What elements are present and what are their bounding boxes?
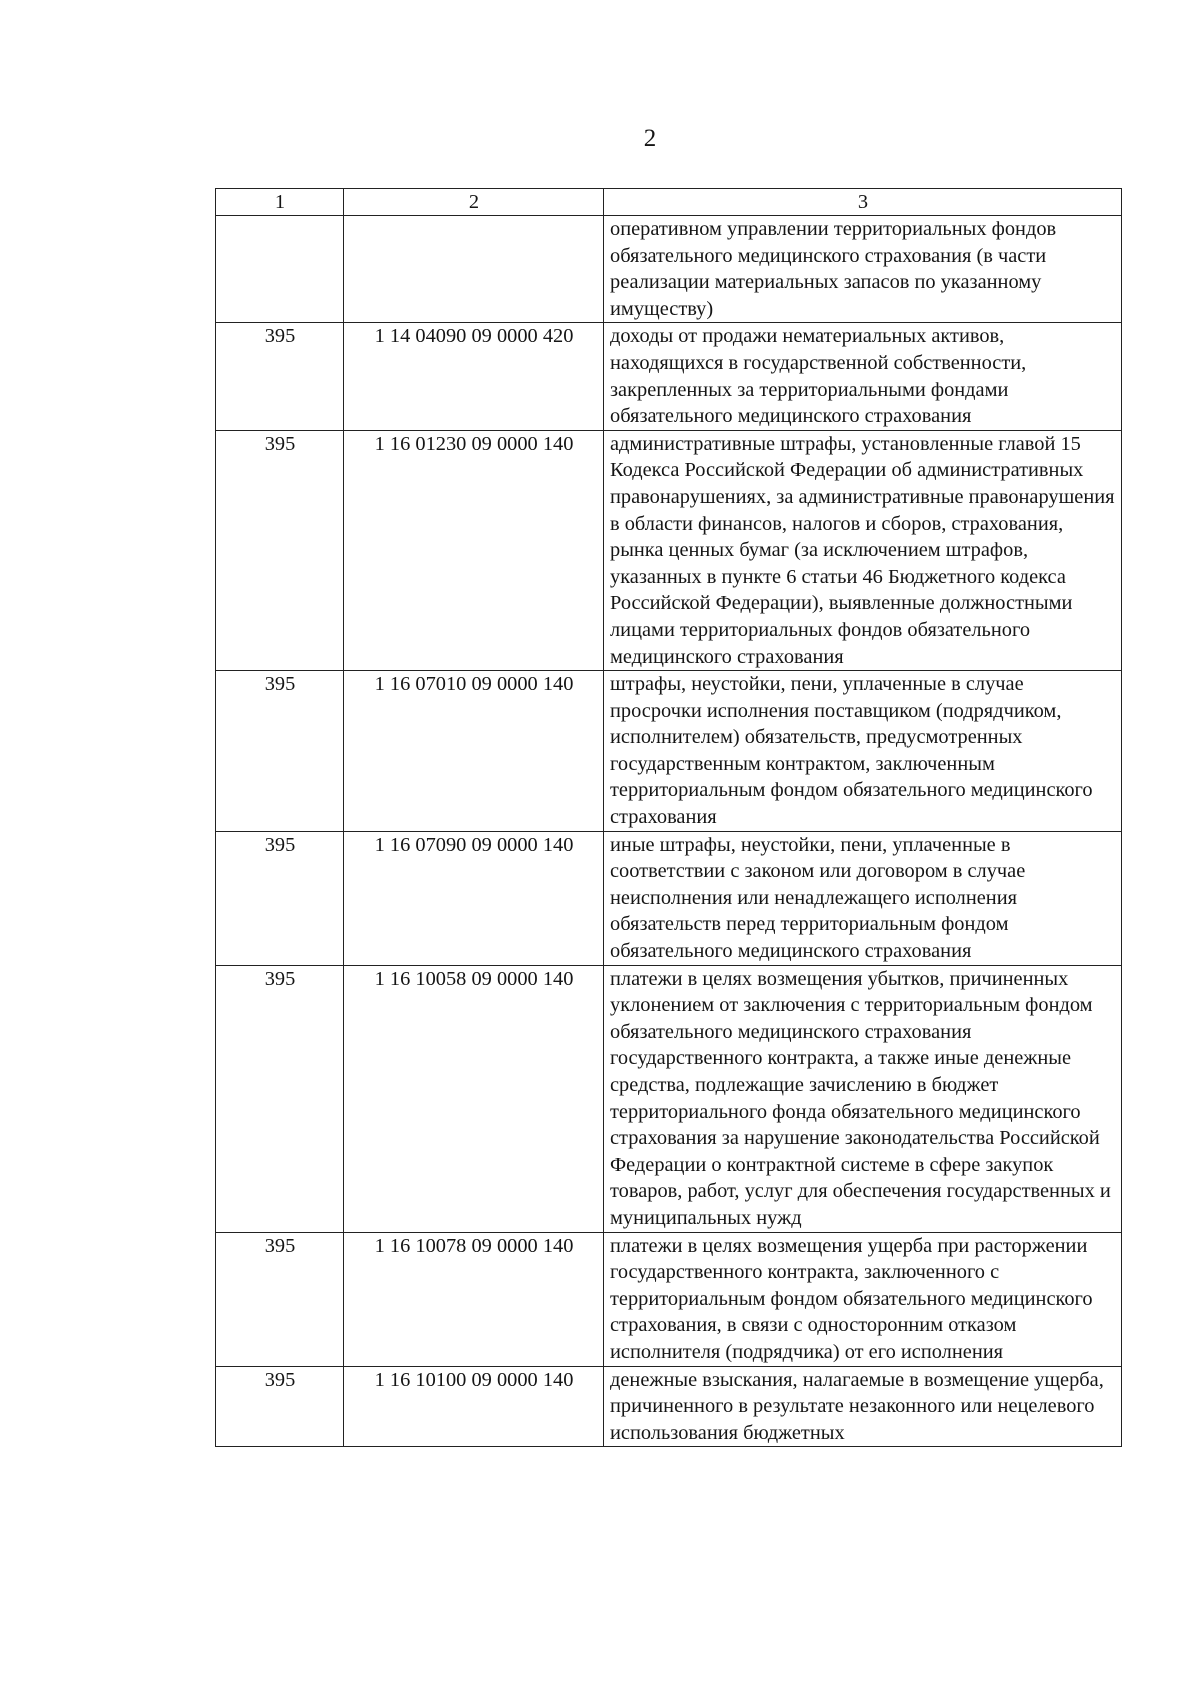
description-cell: оперативном управлении территориальных фондов обязательного медицинского страхования (в части реализации материальных запасов по указанному имуществу) xyxy=(604,216,1122,323)
admin-code-cell: 395 xyxy=(216,831,344,965)
description-cell: штрафы, неустойки, пени, уплаченные в случае просрочки исполнения поставщиком (подрядчиком, исполнителем) обязательств, предусмотренных государственным контрактом, заключенным территориальным фондом обязательного медицинского страхования xyxy=(604,671,1122,832)
admin-code-cell xyxy=(216,216,344,323)
description-cell: доходы от продажи нематериальных активов, находящихся в государственной собственности, закрепленных за территориальными фондами обязательного медицинского страхования xyxy=(604,323,1122,430)
table-body xyxy=(216,216,1122,1447)
description-cell: платежи в целях возмещения ущерба при расторжении государственного контракта, заключенного с территориальным фондом обязательного медицинского страхования, в связи с односторонним отказом исполнителя (подрядчика) от его исполнения xyxy=(604,1232,1122,1366)
table-row xyxy=(216,216,1122,323)
table-row xyxy=(216,430,1122,670)
column-header-2: 2 xyxy=(344,189,604,216)
budget-code-cell: 1 16 10058 09 0000 140 xyxy=(344,965,604,1232)
revenue-codes-table xyxy=(215,188,1122,1447)
table-row xyxy=(216,1366,1122,1447)
admin-code-cell: 395 xyxy=(216,1232,344,1366)
budget-code-cell: 1 14 04090 09 0000 420 xyxy=(344,323,604,430)
budget-code-cell: 1 16 10100 09 0000 140 xyxy=(344,1366,604,1447)
table-row xyxy=(216,671,1122,832)
column-header-1: 1 xyxy=(216,189,344,216)
budget-code-cell: 1 16 01230 09 0000 140 xyxy=(344,430,604,670)
description-cell: денежные взыскания, налагаемые в возмещение ущерба, причиненного в результате незаконного или нецелевого использования бюджетных xyxy=(604,1366,1122,1447)
budget-code-cell: 1 16 10078 09 0000 140 xyxy=(344,1232,604,1366)
description-cell: платежи в целях возмещения убытков, причиненных уклонением от заключения с территориальным фондом обязательного медицинского страхования государственного контракта, а также иные денежные средства, подлежащие зачислению в бюджет территориального фонда обязательного медицинского страхования за нарушение законодательства Российской Федерации о контрактной системе в сфере закупок товаров, работ, услуг для обеспечения государственных и муниципальных нужд xyxy=(604,965,1122,1232)
admin-code-cell: 395 xyxy=(216,671,344,832)
table-header-row xyxy=(216,189,1122,216)
admin-code-cell: 395 xyxy=(216,430,344,670)
admin-code-cell: 395 xyxy=(216,323,344,430)
description-cell: иные штрафы, неустойки, пени, уплаченные в соответствии с законом или договором в случае неисполнения или ненадлежащего исполнения обязательств перед территориальным фондом обязательного медицинского страхования xyxy=(604,831,1122,965)
page-number: 2 xyxy=(643,125,657,152)
description-cell: административные штрафы, установленные главой 15 Кодекса Российской Федерации об административных правонарушениях, за административные правонарушения в области финансов, налогов и сборов, страхования, рынка ценных бумаг (за исключением штрафов, указанных в пункте 6 статьи 46 Бюджетного кодекса Российской Федерации), выявленные должностными лицами территориальных фондов обязательного медицинского страхования xyxy=(604,430,1122,670)
table-row xyxy=(216,965,1122,1232)
budget-code-cell: 1 16 07010 09 0000 140 xyxy=(344,671,604,832)
table-header xyxy=(216,189,1122,216)
admin-code-cell: 395 xyxy=(216,965,344,1232)
budget-code-cell: 1 16 07090 09 0000 140 xyxy=(344,831,604,965)
table-row xyxy=(216,831,1122,965)
table-row xyxy=(216,1232,1122,1366)
budget-code-cell xyxy=(344,216,604,323)
table-row xyxy=(216,323,1122,430)
admin-code-cell: 395 xyxy=(216,1366,344,1447)
column-header-3: 3 xyxy=(604,189,1122,216)
